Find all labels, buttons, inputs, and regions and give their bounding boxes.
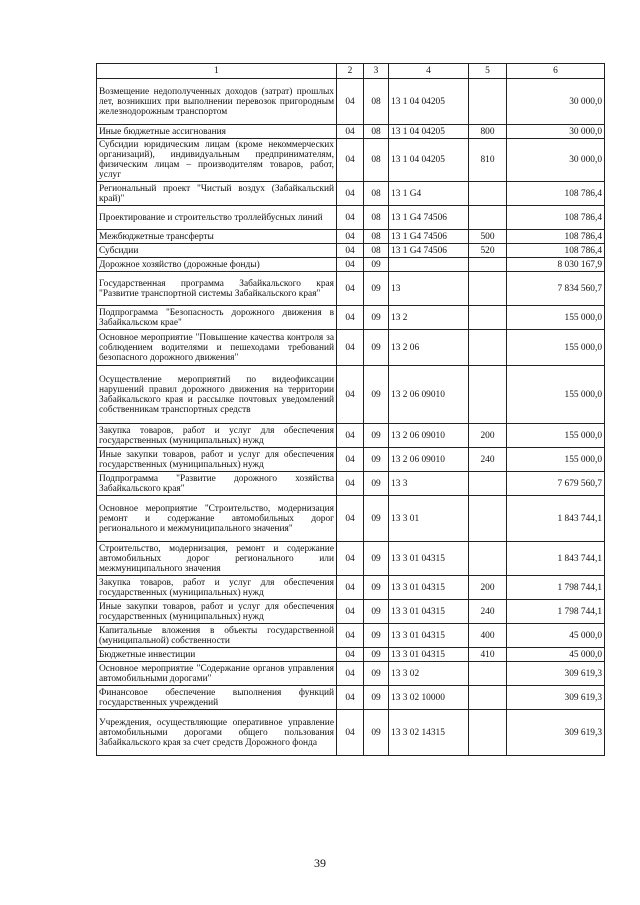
table-row [97,79,605,125]
table-row [97,366,605,424]
row-target-article: 13 3 01 04315 [389,600,469,624]
row-amount: 1 798 744,1 [507,576,605,600]
row-name: Подпрограмма "Развитие дорожного хозяйства Забайкальского края" [97,472,337,496]
table-row [97,472,605,496]
row-expense-type [469,79,507,125]
row-section: 04 [337,139,364,182]
row-expense-type: 810 [469,139,507,182]
row-name: Иные закупки товаров, работ и услуг для обеспечения государственных (муниципальных) нужд [97,600,337,624]
row-expense-type [469,330,507,366]
row-amount: 309 619,3 [507,710,605,756]
row-name: Иные бюджетные ассигнования [97,125,337,139]
row-expense-type [469,662,507,686]
row-name: Финансовое обеспечение выполнения функций государственных учреждений [97,686,337,710]
row-expense-type [469,206,507,230]
row-target-article: 13 3 01 04315 [389,624,469,648]
row-name: Капитальные вложения в объекты государственной (муниципальной) собственности [97,624,337,648]
row-amount: 108 786,4 [507,206,605,230]
table-row [97,600,605,624]
table-header [97,64,605,79]
budget-table [96,63,605,756]
row-subsection: 09 [364,662,389,686]
table-row [97,624,605,648]
table-row [97,576,605,600]
header-col-3: 3 [364,64,389,79]
table-row [97,182,605,206]
table-row [97,710,605,756]
row-expense-type: 240 [469,448,507,472]
row-section: 04 [337,576,364,600]
row-name: Основное мероприятие "Содержание органов управления автомобильными дорогами" [97,662,337,686]
row-expense-type [469,496,507,542]
row-target-article: 13 3 02 [389,662,469,686]
row-section: 04 [337,624,364,648]
row-target-article: 13 3 01 [389,496,469,542]
row-name: Закупка товаров, работ и услуг для обеспечения государственных (муниципальных) нужд [97,576,337,600]
row-section: 04 [337,472,364,496]
row-target-article: 13 1 G4 74506 [389,244,469,258]
row-subsection: 09 [364,624,389,648]
table-row [97,424,605,448]
table-row [97,306,605,330]
row-section: 04 [337,448,364,472]
row-section: 04 [337,366,364,424]
row-amount: 45 000,0 [507,648,605,662]
row-expense-type [469,182,507,206]
table-row [97,139,605,182]
row-subsection: 09 [364,306,389,330]
row-target-article: 13 1 G4 [389,182,469,206]
row-target-article: 13 2 06 09010 [389,366,469,424]
row-amount: 108 786,4 [507,230,605,244]
row-expense-type [469,542,507,576]
row-expense-type [469,366,507,424]
row-subsection: 09 [364,542,389,576]
row-subsection: 09 [364,272,389,306]
row-target-article: 13 3 02 14315 [389,710,469,756]
table-row [97,258,605,272]
row-name: Региональный проект "Чистый воздух (Забайкальский край)" [97,182,337,206]
row-subsection: 08 [364,125,389,139]
row-expense-type [469,472,507,496]
row-amount: 7 679 560,7 [507,472,605,496]
row-section: 04 [337,662,364,686]
row-amount: 30 000,0 [507,139,605,182]
row-target-article: 13 2 06 09010 [389,448,469,472]
table-row [97,272,605,306]
row-name: Основное мероприятие "Строительство, модернизация ремонт и содержание автомобильных дорог регионального и межмуниципального значения" [97,496,337,542]
row-subsection: 09 [364,258,389,272]
row-amount: 309 619,3 [507,662,605,686]
row-name: Субсидии [97,244,337,258]
row-subsection: 08 [364,79,389,125]
row-name: Основное мероприятие "Повышение качества контроля за соблюдением водителями и пешеходами требований безопасного дорожного движения" [97,330,337,366]
row-expense-type: 520 [469,244,507,258]
row-amount: 108 786,4 [507,244,605,258]
row-amount: 155 000,0 [507,448,605,472]
row-subsection: 09 [364,686,389,710]
row-section: 04 [337,230,364,244]
row-amount: 155 000,0 [507,424,605,448]
row-expense-type [469,306,507,330]
table-row [97,496,605,542]
row-amount: 155 000,0 [507,366,605,424]
row-target-article: 13 1 04 04205 [389,79,469,125]
row-subsection: 08 [364,182,389,206]
page-number: 39 [314,856,326,870]
row-section: 04 [337,258,364,272]
table-row [97,230,605,244]
row-name: Строительство, модернизация, ремонт и содержание автомобильных дорог регионального или межмуниципального значения [97,542,337,576]
row-subsection: 09 [364,648,389,662]
row-name: Государственная программа Забайкальского края "Развитие транспортной системы Забайкальского края" [97,272,337,306]
row-subsection: 09 [364,576,389,600]
row-expense-type: 410 [469,648,507,662]
row-target-article: 13 1 04 04205 [389,139,469,182]
row-section: 04 [337,79,364,125]
table-row [97,244,605,258]
row-section: 04 [337,686,364,710]
table-row [97,648,605,662]
row-subsection: 08 [364,230,389,244]
row-amount: 8 030 167,9 [507,258,605,272]
header-col-6: 6 [507,64,605,79]
table-body [97,79,605,756]
row-name: Дорожное хозяйство (дорожные фонды) [97,258,337,272]
table-row [97,125,605,139]
row-section: 04 [337,244,364,258]
row-target-article: 13 [389,272,469,306]
row-expense-type: 500 [469,230,507,244]
row-name: Осуществление мероприятий по видеофиксации нарушений правил дорожного движения на территории Забайкальского края и рассылке почтовых уведомлений собственникам транспортных средств [97,366,337,424]
row-target-article: 13 1 G4 74506 [389,206,469,230]
row-target-article: 13 3 02 10000 [389,686,469,710]
row-amount: 7 834 560,7 [507,272,605,306]
row-amount: 1 843 744,1 [507,496,605,542]
header-col-5: 5 [469,64,507,79]
row-amount: 30 000,0 [507,125,605,139]
row-section: 04 [337,125,364,139]
row-expense-type: 400 [469,624,507,648]
row-subsection: 09 [364,496,389,542]
row-target-article: 13 2 06 09010 [389,424,469,448]
row-section: 04 [337,424,364,448]
row-amount: 45 000,0 [507,624,605,648]
row-expense-type [469,258,507,272]
row-subsection: 09 [364,600,389,624]
row-section: 04 [337,600,364,624]
row-amount: 155 000,0 [507,330,605,366]
row-name: Возмещение недополученных доходов (затрат) прошлых лет, возникших при выполнении перевозок пригородным железнодорожным транспортом [97,79,337,125]
row-name: Субсидии юридическим лицам (кроме некоммерческих организаций), индивидуальным предпринимателям, физическим лицам – производителям товаров, работ, услуг [97,139,337,182]
row-expense-type [469,710,507,756]
row-name: Закупка товаров, работ и услуг для обеспечения государственных (муниципальных) нужд [97,424,337,448]
header-row [97,64,605,79]
row-name: Бюджетные инвестиции [97,648,337,662]
row-subsection: 09 [364,448,389,472]
row-amount: 309 619,3 [507,686,605,710]
row-expense-type: 200 [469,576,507,600]
row-subsection: 09 [364,710,389,756]
row-target-article: 13 3 [389,472,469,496]
row-target-article: 13 1 04 04205 [389,125,469,139]
row-section: 04 [337,710,364,756]
row-section: 04 [337,542,364,576]
row-amount: 1 843 744,1 [507,542,605,576]
row-name: Иные закупки товаров, работ и услуг для обеспечения государственных (муниципальных) нужд [97,448,337,472]
row-subsection: 08 [364,244,389,258]
row-subsection: 08 [364,139,389,182]
row-section: 04 [337,206,364,230]
table-row [97,686,605,710]
row-subsection: 09 [364,330,389,366]
header-col-2: 2 [337,64,364,79]
row-expense-type: 240 [469,600,507,624]
row-name: Межбюджетные трансферты [97,230,337,244]
row-expense-type [469,272,507,306]
row-target-article: 13 2 06 [389,330,469,366]
header-col-1: 1 [97,64,337,79]
row-amount: 108 786,4 [507,182,605,206]
row-amount: 155 000,0 [507,306,605,330]
row-section: 04 [337,182,364,206]
table-row [97,542,605,576]
row-section: 04 [337,648,364,662]
row-subsection: 09 [364,366,389,424]
table-row [97,206,605,230]
row-subsection: 08 [364,206,389,230]
row-section: 04 [337,306,364,330]
row-section: 04 [337,330,364,366]
row-subsection: 09 [364,472,389,496]
row-section: 04 [337,272,364,306]
row-subsection: 09 [364,424,389,448]
row-target-article: 13 3 01 04315 [389,576,469,600]
row-amount: 30 000,0 [507,79,605,125]
header-col-4: 4 [389,64,469,79]
table-row [97,330,605,366]
table-row [97,662,605,686]
row-name: Учреждения, осуществляющие оперативное управление автомобильными дорогами общего пользования Забайкальского края за счет средств Дорожного фонда [97,710,337,756]
row-target-article: 13 3 01 04315 [389,542,469,576]
row-target-article: 13 2 [389,306,469,330]
row-name: Проектирование и строительство троллейбусных линий [97,206,337,230]
row-amount: 1 798 744,1 [507,600,605,624]
row-name: Подпрограмма "Безопасность дорожного движения в Забайкальском крае" [97,306,337,330]
row-target-article: 13 3 01 04315 [389,648,469,662]
row-target-article: 13 1 G4 74506 [389,230,469,244]
row-target-article [389,258,469,272]
row-expense-type [469,686,507,710]
row-expense-type: 200 [469,424,507,448]
table-row [97,448,605,472]
row-expense-type: 800 [469,125,507,139]
row-section: 04 [337,496,364,542]
